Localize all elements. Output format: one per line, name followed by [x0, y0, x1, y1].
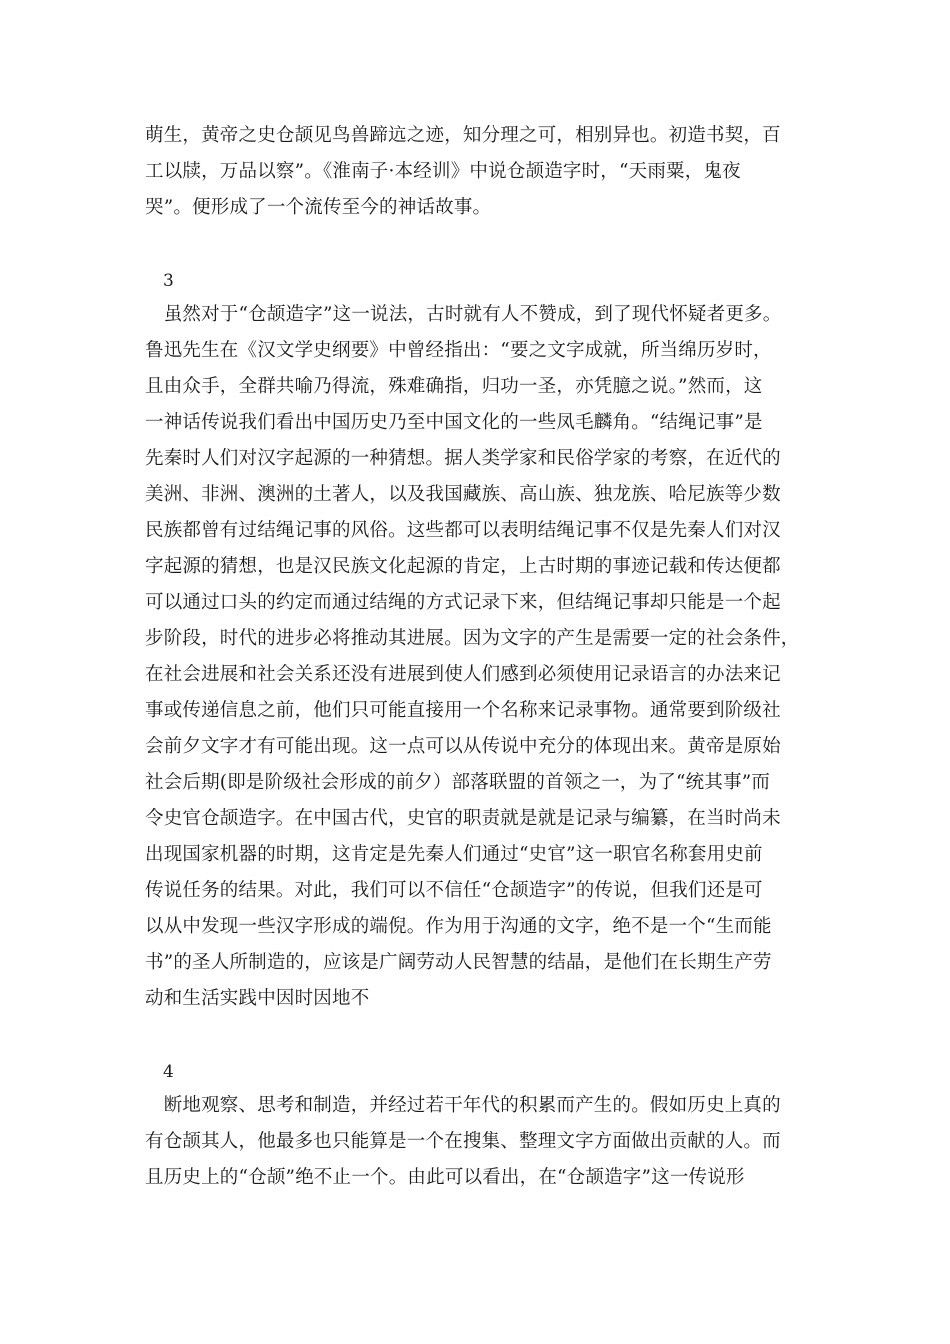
text-line: 断地观察、思考和制造，并经过若干年代的积累而产生的。假如历史上真的 — [145, 1095, 781, 1116]
text-line: 出现国家机器的时期，这肯定是先秦人们通过“史官”这一职官名称套用史前 — [145, 844, 763, 865]
text-line: 步阶段，时代的进步必将推动其进展。因为文字的产生是需要一定的社会条件， — [145, 628, 800, 649]
text-line: 动和生活实践中因时因地不 — [145, 988, 370, 1009]
text-line: 令史官仓颉造字。在中国古代，史官的职责就是就是记录与编纂，在当时尚未 — [145, 808, 781, 829]
text-line: 先秦时人们对汉字起源的一种猜想。据人类学家和民俗学家的考察，在近代的 — [145, 448, 781, 469]
text-line: 哭”。便形成了一个流传至今的神话故事。 — [145, 197, 492, 218]
text-line: 工以牍，万品以察”。《淮南子·本经训》中说仓颉造字时，“天雨粟，鬼夜 — [145, 161, 741, 182]
text-line: 有仓颉其人，他最多也只能算是一个在搜集、整理文字方面做出贡献的人。而 — [145, 1131, 781, 1152]
text-line: 民族都曾有过结绳记事的风俗。这些都可以表明结绳记事不仅是先秦人们对汉 — [145, 520, 781, 541]
text-line: 社会后期(即是阶级社会形成的前夕）部落联盟的首领之一，为了“统其事”而 — [145, 772, 771, 793]
text-line: 以从中发现一些汉字形成的端倪。作为用于沟通的文字，绝不是一个“生而能 — [145, 916, 772, 937]
page-number: 4 — [163, 1062, 174, 1082]
page-number: 3 — [163, 271, 174, 291]
text-line: 虽然对于“仓颉造字”这一说法，古时就有人不赞成，到了现代怀疑者更多。 — [145, 304, 782, 325]
text-line: 且历史上的“仓颉”绝不止一个。由此可以看出，在“仓颉造字”这一传说形 — [145, 1167, 745, 1188]
text-line: 可以通过口头的约定而通过结绳的方式记录下来，但结绳记事却只能是一个起 — [145, 592, 781, 613]
text-line: 字起源的猜想，也是汉民族文化起源的肯定，上古时期的事迹记载和传达便都 — [145, 556, 781, 577]
text-line: 美洲、非洲、澳洲的土著人，以及我国藏族、高山族、独龙族、哈尼族等少数 — [145, 484, 781, 505]
text-line: 传说任务的结果。对此，我们可以不信任“仓颉造字”的传说，但我们还是可 — [145, 880, 763, 901]
text-line: 书”的圣人所制造的，应该是广阔劳动人民智慧的结晶，是他们在长期生产劳 — [145, 952, 772, 973]
text-line: 会前夕文字才有可能出现。这一点可以从传说中充分的体现出来。黄帝是原始 — [145, 736, 781, 757]
text-line: 在社会进展和社会关系还没有进展到使人们感到必须使用记录语言的办法来记 — [145, 664, 781, 685]
text-line: 萌生，黄帝之史仓颉见鸟兽蹄迒之迹，知分理之可，相别异也。初造书契，百 — [145, 125, 781, 146]
text-line: 且由众手，全群共喻乃得流，殊难确指，归功一圣，亦凭臆之说。”然而，这 — [145, 376, 763, 397]
text-line: 鲁迅先生在《汉文学史纲要》中曾经指出：“要之文字成就，所当绵历岁时， — [145, 340, 772, 361]
text-line: 事或传递信息之前，他们只可能直接用一个名称来记录事物。通常要到阶级社 — [145, 700, 781, 721]
text-line: 一神话传说我们看出中国历史乃至中国文化的一些凤毛麟角。“结绳记事”是 — [145, 412, 763, 433]
